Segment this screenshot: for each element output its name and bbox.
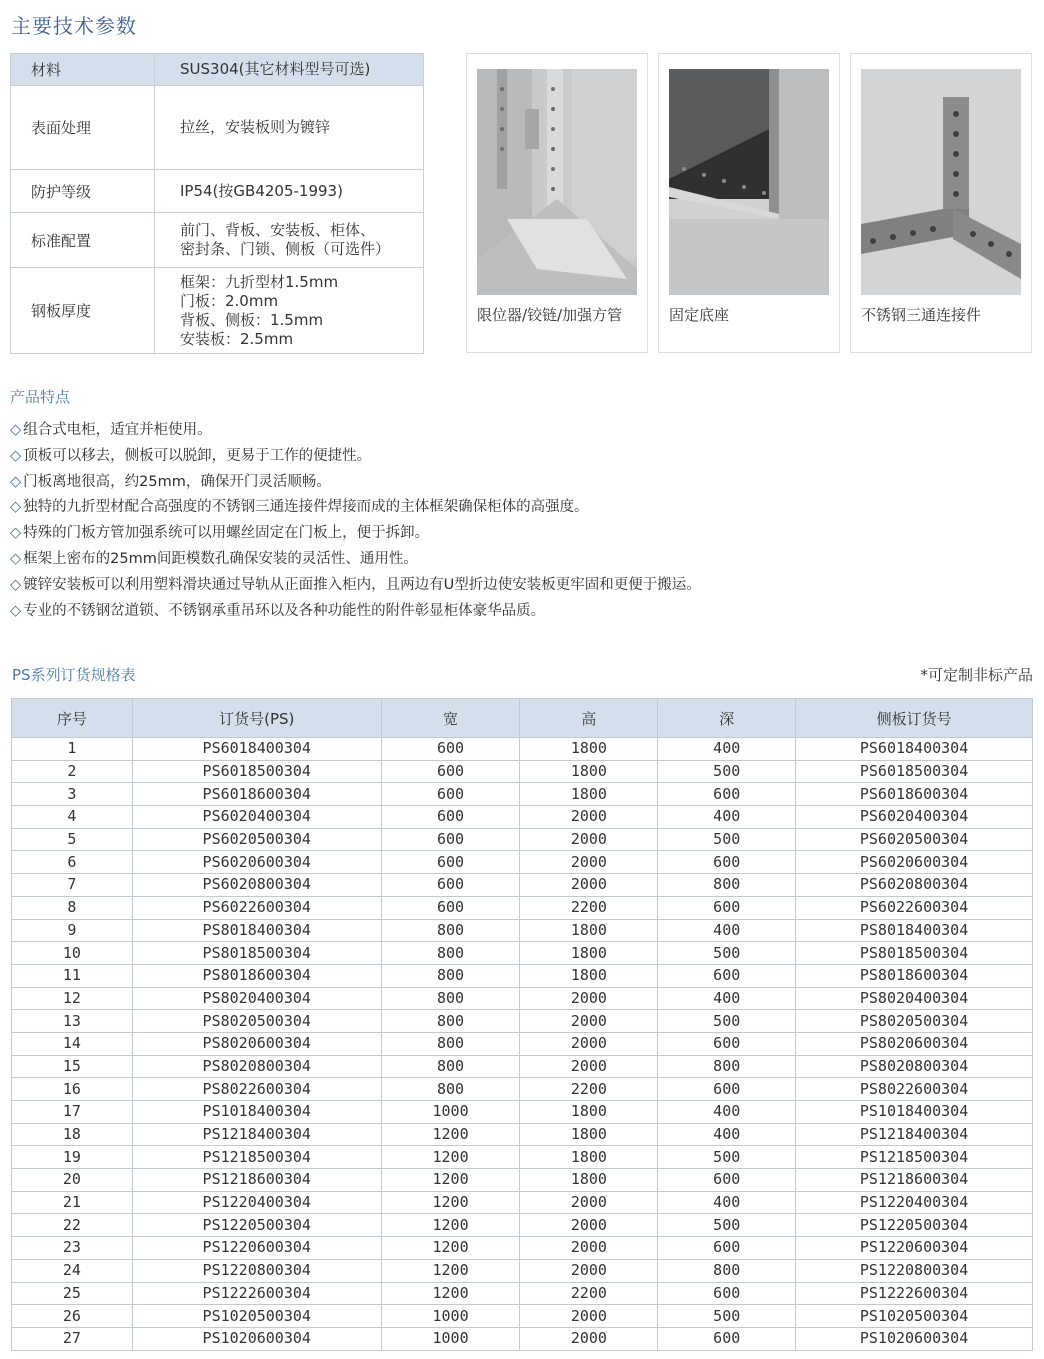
table-cell: 2000 bbox=[520, 1305, 658, 1328]
table-cell: 24 bbox=[12, 1259, 133, 1282]
table-cell: 2200 bbox=[520, 896, 658, 919]
table-cell: PS1222600304 bbox=[796, 1282, 1033, 1305]
diamond-bullet-icon: ◇ bbox=[10, 422, 22, 438]
order-table bbox=[11, 698, 1033, 1351]
spec-value-line: IP54(按GB4205-1993) bbox=[180, 181, 343, 200]
table-cell: PS1020600304 bbox=[132, 1327, 381, 1350]
table-row bbox=[12, 851, 1033, 874]
table-cell: PS1018400304 bbox=[796, 1101, 1033, 1124]
connector-photo-icon bbox=[861, 69, 1021, 295]
table-row bbox=[12, 942, 1033, 965]
table-cell: 600 bbox=[381, 783, 520, 806]
table-cell: PS8018500304 bbox=[132, 942, 381, 965]
table-cell: 800 bbox=[381, 1078, 520, 1101]
table-row bbox=[12, 1146, 1033, 1169]
table-cell: 600 bbox=[658, 783, 796, 806]
table-row bbox=[12, 783, 1033, 806]
table-cell: PS1220800304 bbox=[132, 1259, 381, 1282]
feature-item bbox=[10, 521, 701, 547]
custom-note: *可定制非标产品 bbox=[920, 666, 1033, 684]
table-row bbox=[12, 760, 1033, 783]
table-cell: PS1020600304 bbox=[796, 1327, 1033, 1350]
table-cell: 800 bbox=[381, 987, 520, 1010]
table-cell: PS1220800304 bbox=[796, 1259, 1033, 1282]
table-cell: 2000 bbox=[520, 1191, 658, 1214]
spec-key: 标准配置 bbox=[11, 213, 155, 268]
diamond-bullet-icon: ◇ bbox=[10, 473, 22, 490]
table-cell: 26 bbox=[12, 1305, 133, 1328]
table-row bbox=[12, 1237, 1033, 1260]
spec-value bbox=[155, 213, 424, 268]
table-cell: 800 bbox=[381, 964, 520, 987]
base-photo-icon bbox=[669, 69, 829, 295]
table-cell: 2000 bbox=[520, 1327, 658, 1350]
spec-value bbox=[155, 54, 424, 86]
table-cell: 800 bbox=[658, 1259, 796, 1282]
table-cell: 2000 bbox=[520, 1010, 658, 1033]
table-row bbox=[12, 1010, 1033, 1033]
column-header: 序号 bbox=[12, 699, 133, 738]
table-cell: 2200 bbox=[520, 1282, 658, 1305]
table-cell: 500 bbox=[658, 942, 796, 965]
table-cell: PS8018600304 bbox=[796, 964, 1033, 987]
table-cell: PS8022600304 bbox=[796, 1078, 1033, 1101]
table-cell: PS6020400304 bbox=[132, 806, 381, 829]
table-cell: 500 bbox=[658, 760, 796, 783]
table-cell: PS8018500304 bbox=[796, 942, 1033, 965]
table-cell: PS6018600304 bbox=[796, 783, 1033, 806]
table-cell: PS6020600304 bbox=[796, 851, 1033, 874]
spec-value-line: 背板、侧板：1.5mm bbox=[180, 310, 324, 329]
spec-value-line: 前门、背板、安装板、柜体、 bbox=[180, 221, 376, 239]
table-cell: 2000 bbox=[520, 987, 658, 1010]
table-cell: 600 bbox=[381, 874, 520, 897]
table-cell: 1800 bbox=[520, 942, 658, 965]
table-cell: 1800 bbox=[520, 783, 658, 806]
table-cell: 800 bbox=[381, 919, 520, 942]
table-row bbox=[12, 1123, 1033, 1146]
table-cell: 14 bbox=[12, 1032, 133, 1055]
table-cell: PS1018400304 bbox=[132, 1101, 381, 1124]
table-row bbox=[12, 964, 1033, 987]
table-row bbox=[12, 738, 1033, 761]
table-cell: PS1218600304 bbox=[132, 1169, 381, 1192]
table-cell: PS6018500304 bbox=[132, 760, 381, 783]
table-cell: 5 bbox=[12, 828, 133, 851]
table-cell: 1800 bbox=[520, 1101, 658, 1124]
table-row bbox=[12, 987, 1033, 1010]
spec-key: 表面处理 bbox=[11, 86, 155, 170]
table-cell: PS1218500304 bbox=[132, 1146, 381, 1169]
feature-item bbox=[10, 495, 701, 521]
column-header: 高 bbox=[520, 699, 658, 738]
photo-caption: 不锈钢三通连接件 bbox=[861, 306, 982, 324]
table-cell: 1200 bbox=[381, 1123, 520, 1146]
table-cell: 600 bbox=[381, 760, 520, 783]
table-cell: PS1220400304 bbox=[796, 1191, 1033, 1214]
photo-card-connector bbox=[850, 53, 1032, 353]
table-row bbox=[12, 1305, 1033, 1328]
table-cell: 600 bbox=[658, 851, 796, 874]
table-cell: 600 bbox=[658, 1327, 796, 1350]
table-cell: PS6018600304 bbox=[132, 783, 381, 806]
table-cell: 18 bbox=[12, 1123, 133, 1146]
table-cell: 2 bbox=[12, 760, 133, 783]
table-cell: PS6020500304 bbox=[132, 828, 381, 851]
table-cell: 800 bbox=[381, 1055, 520, 1078]
table-cell: PS8020500304 bbox=[796, 1010, 1033, 1033]
table-cell: 1000 bbox=[381, 1305, 520, 1328]
table-cell: 1200 bbox=[381, 1146, 520, 1169]
photo-caption: 固定底座 bbox=[669, 306, 730, 324]
table-row bbox=[12, 1259, 1033, 1282]
table-cell: 600 bbox=[658, 1282, 796, 1305]
table-cell: 2200 bbox=[520, 1078, 658, 1101]
table-cell: 4 bbox=[12, 806, 133, 829]
table-cell: 800 bbox=[658, 1055, 796, 1078]
table-cell: 10 bbox=[12, 942, 133, 965]
spec-table bbox=[10, 53, 424, 354]
feature-text: 专业的不锈钢岔道锁、不锈钢承重吊环以及各种功能性的附件彰显柜体豪华品质。 bbox=[23, 602, 546, 619]
table-cell: 2000 bbox=[520, 806, 658, 829]
table-cell: 8 bbox=[12, 896, 133, 919]
spec-value-line: 框架：九折型材1.5mm bbox=[180, 272, 339, 291]
table-cell: 600 bbox=[381, 806, 520, 829]
table-cell: PS8020600304 bbox=[796, 1032, 1033, 1055]
table-cell: 1800 bbox=[520, 1123, 658, 1146]
table-cell: PS1220600304 bbox=[132, 1237, 381, 1260]
table-cell: 25 bbox=[12, 1282, 133, 1305]
table-cell: 27 bbox=[12, 1327, 133, 1350]
table-cell: 400 bbox=[658, 1191, 796, 1214]
table-row bbox=[12, 1055, 1033, 1078]
spec-row bbox=[11, 54, 424, 86]
table-cell: 400 bbox=[658, 919, 796, 942]
table-cell: PS6018400304 bbox=[796, 738, 1033, 761]
table-cell: 2000 bbox=[520, 874, 658, 897]
spec-value bbox=[155, 170, 424, 213]
table-row bbox=[12, 1327, 1033, 1350]
table-cell: 7 bbox=[12, 874, 133, 897]
table-cell: 600 bbox=[381, 738, 520, 761]
feature-text: 组合式电柜，适宜并柜使用。 bbox=[23, 422, 212, 438]
table-cell: 600 bbox=[381, 851, 520, 874]
table-cell: 12 bbox=[12, 987, 133, 1010]
table-cell: PS6020800304 bbox=[132, 874, 381, 897]
table-cell: 800 bbox=[381, 942, 520, 965]
table-cell: 19 bbox=[12, 1146, 133, 1169]
feature-item bbox=[10, 547, 701, 573]
spec-row bbox=[11, 268, 424, 354]
feature-item bbox=[10, 418, 701, 444]
feature-item bbox=[10, 444, 701, 470]
table-cell: 6 bbox=[12, 851, 133, 874]
table-cell: 21 bbox=[12, 1191, 133, 1214]
table-cell: PS6020800304 bbox=[796, 874, 1033, 897]
table-cell: PS8020600304 bbox=[132, 1032, 381, 1055]
spec-value-line: 安装板：2.5mm bbox=[180, 329, 294, 348]
table-cell: 600 bbox=[658, 964, 796, 987]
table-cell: PS8022600304 bbox=[132, 1078, 381, 1101]
table-row bbox=[12, 896, 1033, 919]
photo-card-hinge bbox=[466, 53, 648, 353]
table-cell: PS6018500304 bbox=[796, 760, 1033, 783]
table-row bbox=[12, 1101, 1033, 1124]
table-cell: PS8020400304 bbox=[132, 987, 381, 1010]
diamond-bullet-icon: ◇ bbox=[10, 550, 22, 567]
hinge-photo-icon bbox=[477, 69, 637, 295]
spec-value bbox=[155, 86, 424, 170]
table-cell: 23 bbox=[12, 1237, 133, 1260]
spec-value-line: 门板：2.0mm bbox=[180, 291, 279, 310]
table-cell: 1200 bbox=[381, 1191, 520, 1214]
table-cell: PS1220500304 bbox=[796, 1214, 1033, 1237]
table-cell: 400 bbox=[658, 806, 796, 829]
table-cell: 17 bbox=[12, 1101, 133, 1124]
table-cell: 2000 bbox=[520, 1214, 658, 1237]
spec-row bbox=[11, 170, 424, 213]
table-cell: 1200 bbox=[381, 1214, 520, 1237]
table-cell: 13 bbox=[12, 1010, 133, 1033]
table-cell: PS1218500304 bbox=[796, 1146, 1033, 1169]
table-cell: 1800 bbox=[520, 738, 658, 761]
table-row bbox=[12, 1191, 1033, 1214]
spec-key: 钢板厚度 bbox=[11, 268, 155, 354]
spec-value-line: SUS304(其它材料型号可选) bbox=[180, 60, 371, 78]
table-cell: PS8020800304 bbox=[796, 1055, 1033, 1078]
table-cell: 500 bbox=[658, 1214, 796, 1237]
table-cell: PS6022600304 bbox=[132, 896, 381, 919]
table-cell: PS1218400304 bbox=[132, 1123, 381, 1146]
feature-item bbox=[10, 470, 701, 496]
table-cell: 1000 bbox=[381, 1101, 520, 1124]
table-cell: 1 bbox=[12, 738, 133, 761]
table-cell: 400 bbox=[658, 987, 796, 1010]
feature-item bbox=[10, 573, 701, 599]
spec-value bbox=[155, 268, 424, 354]
spec-key: 材料 bbox=[11, 54, 155, 86]
table-cell: 20 bbox=[12, 1169, 133, 1192]
feature-text: 顶板可以移去，侧板可以脱卸，更易于工作的便捷性。 bbox=[23, 447, 372, 464]
feature-item bbox=[10, 599, 701, 625]
table-cell: 500 bbox=[658, 1010, 796, 1033]
table-cell: PS1222600304 bbox=[132, 1282, 381, 1305]
table-cell: 9 bbox=[12, 919, 133, 942]
feature-text: 镀锌安装板可以利用塑料滑块通过导轨从正面推入柜内，且两边有U型折边使安装板更牢固和更便于搬运。 bbox=[23, 576, 701, 593]
diamond-bullet-icon: ◇ bbox=[10, 576, 22, 593]
table-cell: PS1218400304 bbox=[796, 1123, 1033, 1146]
table-cell: 2000 bbox=[520, 1032, 658, 1055]
feature-text: 独特的九折型材配合高强度的不锈钢三通连接件焊接而成的主体框架确保柜体的高强度。 bbox=[23, 499, 589, 516]
table-cell: PS6020600304 bbox=[132, 851, 381, 874]
table-cell: 22 bbox=[12, 1214, 133, 1237]
table-row bbox=[12, 1169, 1033, 1192]
column-header: 订货号(PS) bbox=[132, 699, 381, 738]
table-cell: 400 bbox=[658, 1101, 796, 1124]
spec-row bbox=[11, 86, 424, 170]
features-list bbox=[10, 418, 701, 624]
column-header: 侧板订货号 bbox=[796, 699, 1033, 738]
table-cell: PS6020400304 bbox=[796, 806, 1033, 829]
table-cell: 800 bbox=[381, 1032, 520, 1055]
table-cell: 800 bbox=[658, 874, 796, 897]
table-row bbox=[12, 1078, 1033, 1101]
table-cell: PS6020500304 bbox=[796, 828, 1033, 851]
table-cell: 600 bbox=[381, 828, 520, 851]
table-cell: PS1220500304 bbox=[132, 1214, 381, 1237]
table-cell: 600 bbox=[658, 896, 796, 919]
table-cell: PS6022600304 bbox=[796, 896, 1033, 919]
table-cell: 2000 bbox=[520, 828, 658, 851]
table-cell: PS1020500304 bbox=[796, 1305, 1033, 1328]
diamond-bullet-icon: ◇ bbox=[10, 602, 22, 619]
table-cell: 1800 bbox=[520, 1169, 658, 1192]
table-cell: 16 bbox=[12, 1078, 133, 1101]
table-cell: 1200 bbox=[381, 1237, 520, 1260]
feature-text: 特殊的门板方管加强系统可以用螺丝固定在门板上，便于拆卸。 bbox=[23, 525, 430, 542]
spec-value-line: 密封条、门锁、侧板（可选件） bbox=[180, 240, 391, 258]
features-title: 产品特点 bbox=[10, 388, 71, 406]
table-cell: 600 bbox=[658, 1032, 796, 1055]
table-row bbox=[12, 828, 1033, 851]
diamond-bullet-icon: ◇ bbox=[10, 525, 22, 542]
table-row bbox=[12, 1282, 1033, 1305]
spec-row bbox=[11, 213, 424, 268]
photo-card-base bbox=[658, 53, 840, 353]
table-cell: 500 bbox=[658, 1146, 796, 1169]
table-cell: 600 bbox=[658, 1237, 796, 1260]
table-cell: 1800 bbox=[520, 919, 658, 942]
photo-caption: 限位器/铰链/加强方管 bbox=[477, 306, 623, 324]
table-cell: PS1220600304 bbox=[796, 1237, 1033, 1260]
diamond-bullet-icon: ◇ bbox=[10, 499, 22, 516]
table-cell: 600 bbox=[381, 896, 520, 919]
table-cell: 2000 bbox=[520, 1237, 658, 1260]
table-row bbox=[12, 806, 1033, 829]
diamond-bullet-icon: ◇ bbox=[10, 447, 22, 464]
table-cell: PS1020500304 bbox=[132, 1305, 381, 1328]
table-cell: 1000 bbox=[381, 1327, 520, 1350]
table-cell: 2000 bbox=[520, 1259, 658, 1282]
table-cell: 1800 bbox=[520, 1146, 658, 1169]
table-cell: 3 bbox=[12, 783, 133, 806]
table-cell: PS8018400304 bbox=[796, 919, 1033, 942]
table-row bbox=[12, 1214, 1033, 1237]
spec-key: 防护等级 bbox=[11, 170, 155, 213]
table-cell: PS8020400304 bbox=[796, 987, 1033, 1010]
table-cell: PS8018600304 bbox=[132, 964, 381, 987]
table-row bbox=[12, 1032, 1033, 1055]
table-cell: 2000 bbox=[520, 851, 658, 874]
spec-value-line: 拉丝，安装板则为镀锌 bbox=[180, 118, 331, 136]
feature-text: 门板离地很高，约25mm，确保开门灵活顺畅。 bbox=[23, 473, 331, 490]
table-cell: 600 bbox=[658, 1078, 796, 1101]
table-cell: 11 bbox=[12, 964, 133, 987]
table-cell: 2000 bbox=[520, 1055, 658, 1078]
table-cell: 500 bbox=[658, 1305, 796, 1328]
table-cell: PS1220400304 bbox=[132, 1191, 381, 1214]
table-cell: 800 bbox=[381, 1010, 520, 1033]
table-cell: PS8020500304 bbox=[132, 1010, 381, 1033]
table-cell: 400 bbox=[658, 1123, 796, 1146]
table-cell: 1800 bbox=[520, 964, 658, 987]
page-title: 主要技术参数 bbox=[11, 14, 137, 38]
column-header: 宽 bbox=[381, 699, 520, 738]
table-cell: 600 bbox=[658, 1169, 796, 1192]
table-cell: PS8020800304 bbox=[132, 1055, 381, 1078]
table-cell: 1800 bbox=[520, 760, 658, 783]
table-cell: 500 bbox=[658, 828, 796, 851]
table-cell: 1200 bbox=[381, 1259, 520, 1282]
column-header: 深 bbox=[658, 699, 796, 738]
feature-text: 框架上密布的25mm间距模数孔确保安装的灵活性、通用性。 bbox=[23, 550, 418, 567]
order-table-title: PS系列订货规格表 bbox=[12, 666, 136, 684]
table-cell: 1200 bbox=[381, 1169, 520, 1192]
table-cell: PS6018400304 bbox=[132, 738, 381, 761]
table-cell: PS8018400304 bbox=[132, 919, 381, 942]
table-cell: 1200 bbox=[381, 1282, 520, 1305]
table-row bbox=[12, 919, 1033, 942]
table-cell: 15 bbox=[12, 1055, 133, 1078]
table-row bbox=[12, 874, 1033, 897]
table-cell: 400 bbox=[658, 738, 796, 761]
table-cell: PS1218600304 bbox=[796, 1169, 1033, 1192]
